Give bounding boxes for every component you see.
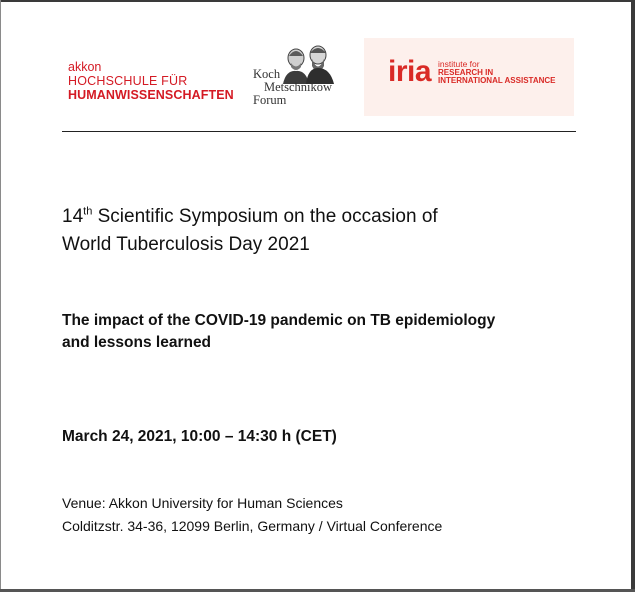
subtitle-line2: and lessons learned <box>62 334 212 351</box>
page-title <box>62 203 562 259</box>
title-ordinal-number: 14 <box>62 206 84 227</box>
page-frame-right <box>631 0 635 592</box>
iria-logo-line3: INTERNATIONAL ASSISTANCE <box>438 76 556 85</box>
subtitle <box>62 310 582 354</box>
kmf-logo-line3: Forum <box>253 93 287 107</box>
title-line1 <box>62 203 562 231</box>
page-frame-left <box>0 0 1 592</box>
kmf-logo-line1: Koch <box>253 67 281 81</box>
event-datetime: March 24, 2021, 10:00 – 14:30 h (CET) <box>62 428 337 445</box>
title-ordinal-suffix: th <box>83 205 93 218</box>
title-line2: World Tuberculosis Day 2021 <box>62 234 310 255</box>
akkon-logo-line3: HUMANWISSENSCHAFTEN <box>68 88 234 102</box>
akkon-logo-line2: HOCHSCHULE FÜR <box>68 74 188 88</box>
venue-line1: Venue: Akkon University for Human Sciences <box>62 495 343 511</box>
venue-info <box>62 492 582 538</box>
akkon-logo-line1: akkon <box>68 60 102 74</box>
iria-logo-word: iria <box>388 55 432 88</box>
kmf-logo-line2: Metschnikow <box>264 80 333 94</box>
header-divider <box>62 131 576 132</box>
subtitle-line1: The impact of the COVID-19 pandemic on TB epidemiology <box>62 312 496 329</box>
akkon-logo <box>68 60 234 102</box>
iria-logo-text <box>438 60 555 86</box>
title-line1-text: Scientific Symposium on the occasion of <box>92 206 438 227</box>
koch-metschnikow-forum-logo <box>252 44 352 110</box>
iria-logo-line2: RESEARCH IN <box>438 67 494 77</box>
page-frame-top <box>0 0 635 2</box>
iria-logo-line1: institute for <box>438 59 480 69</box>
venue-line2: Colditzstr. 34-36, 12099 Berlin, Germany / Virtual Conference <box>62 518 443 534</box>
